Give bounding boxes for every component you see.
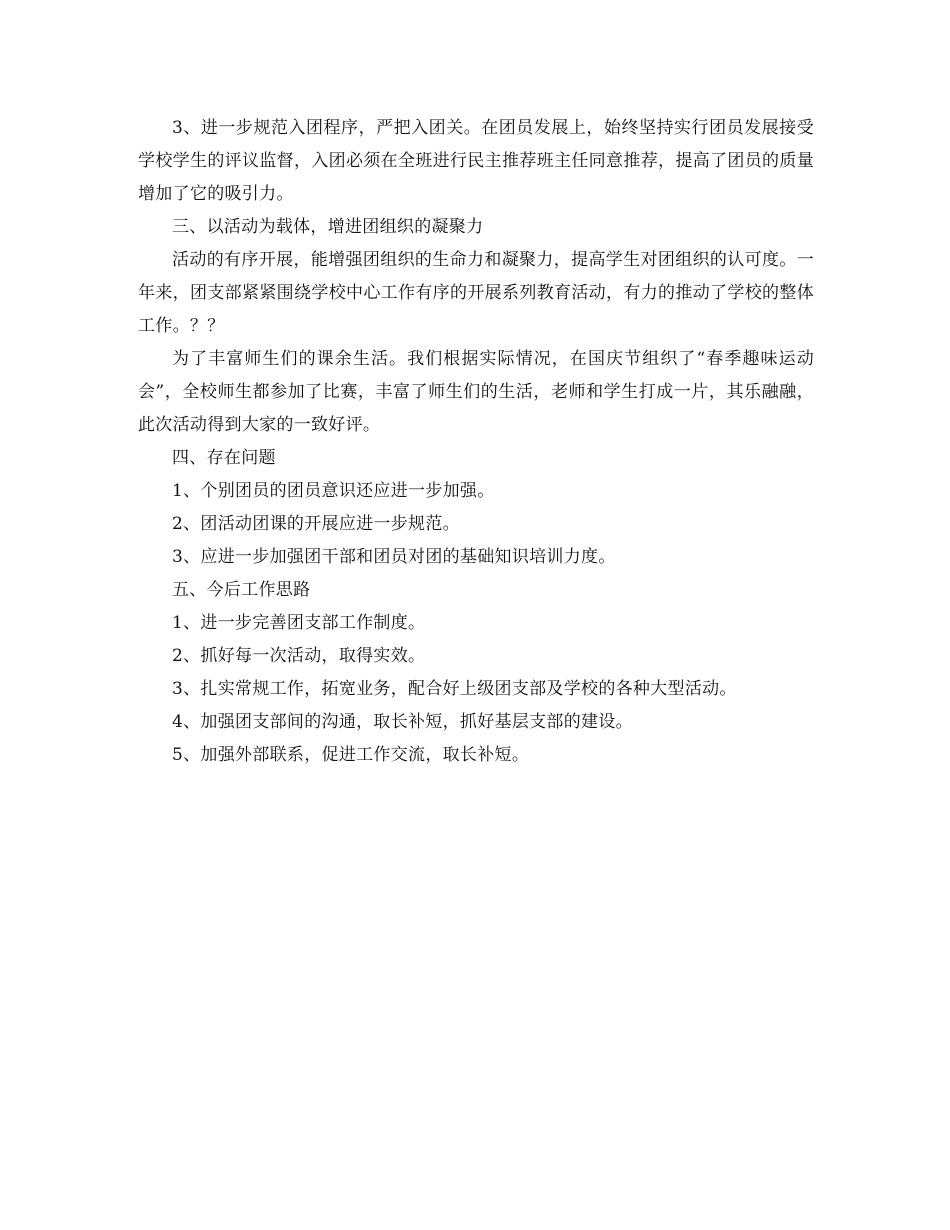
paragraph-activities: 活动的有序开展，能增强团组织的生命力和凝聚力，提高学生对团组织的认可度。一年来，团支部紧紧围绕学校中心工作有序的开展系列教育活动，有力的推动了学校的整体工作。？？ [138,250,814,336]
list-item-problem-1: 1、个别团员的团员意识还应进一步加强。 [172,481,495,501]
list-item-plan-3: 3、扎实常规工作，拓宽业务，配合好上级团支部及学校的各种大型活动。 [172,679,737,699]
section-heading-problems: 四、存在问题 [172,448,276,468]
list-item-plan-2: 2、抓好每一次活动，取得实效。 [172,646,426,666]
list-item-plan-1: 1、进一步完善团支部工作制度。 [172,613,426,633]
section-heading-future-plans: 五、今后工作思路 [172,580,311,600]
list-item-plan-4: 4、加强团支部间的沟通，取长补短，抓好基层支部的建设。 [172,712,633,732]
document-body [138,112,814,772]
paragraph-sports-meet: 为了丰富师生们的课余生活。我们根据实际情况，在国庆节组织了“春季趣味运动会”，全校师生都参加了比赛，丰富了师生们的生活，老师和学生打成一片，其乐融融，此次活动得到大家的一致好评。 [138,349,814,435]
list-item-problem-2: 2、团活动团课的开展应进一步规范。 [172,514,460,534]
section-heading-activities: 三、以活动为载体，增进团组织的凝聚力 [172,217,484,237]
paragraph-admission-procedure: 3、进一步规范入团程序，严把入团关。在团员发展上，始终坚持实行团员发展接受学校学生的评议监督，入团必须在全班进行民主推荐班主任同意推荐，提高了团员的质量增加了它的吸引力。 [138,118,814,204]
list-item-problem-3: 3、应进一步加强团干部和团员对团的基础知识培训力度。 [172,547,616,567]
list-item-plan-5: 5、加强外部联系，促进工作交流，取长补短。 [172,745,530,765]
